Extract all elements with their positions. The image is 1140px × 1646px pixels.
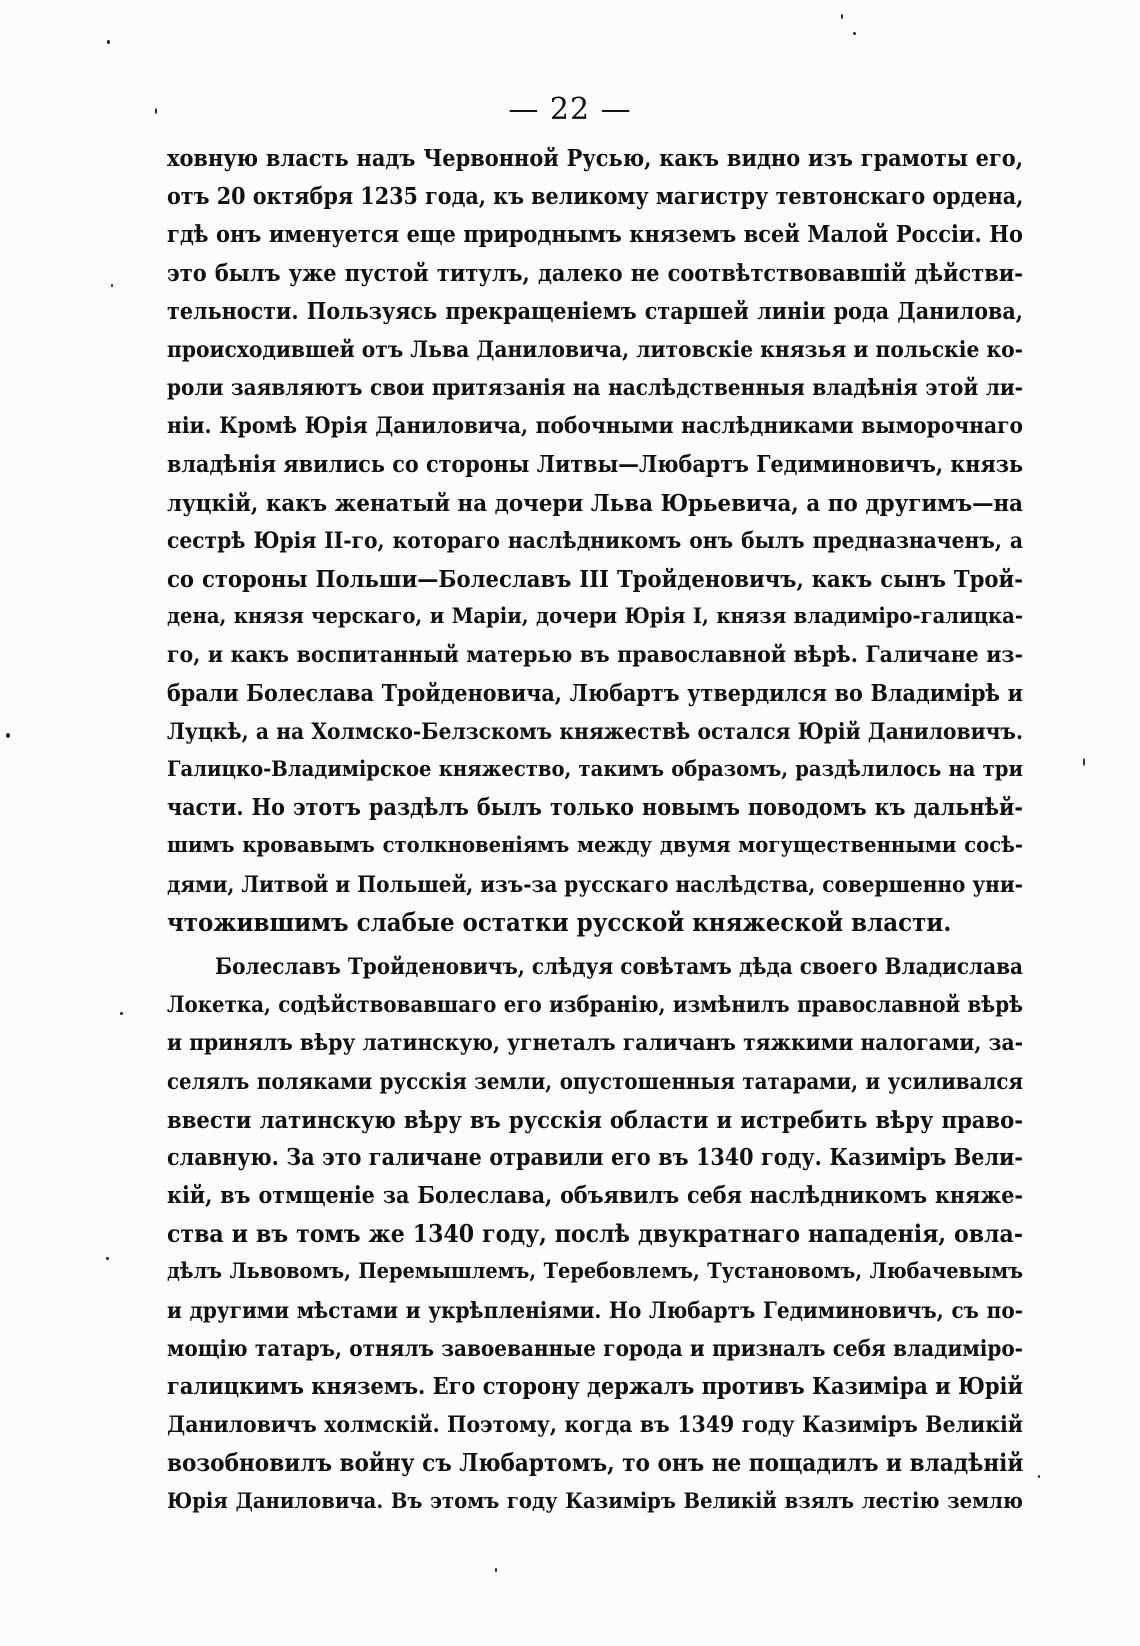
text-line: Юрія Даниловича. Въ этомъ году Казиміръ Великій взялъ лестію землю [167,1488,1023,1514]
text-line: селялъ поляками русскія земли, опустошенныя татарами, и усиливался [167,1068,1023,1095]
scan-speck [841,14,843,19]
scan-speck [155,108,157,114]
text-line: Болеславъ Тройденовичъ, слѣдуя совѣтамъ дѣда своего Владислава [215,953,1023,980]
page-number: — 22 — [508,92,632,127]
text-line: кій, въ отмщеніе за Болеслава, объявилъ себя наслѣдникомъ княже- [167,1182,1023,1210]
text-line: и принялъ вѣру латинскую, угнеталъ галичанъ тяжкими налогами, за- [167,1030,1023,1057]
text-line: дями, Литвой и Польшей, изъ-за русскаго наслѣдства, совершенно уни- [167,871,1023,898]
scan-speck [107,40,110,44]
text-line: владѣнія явились со стороны Литвы—Любартъ Гедиминовичъ, князь [167,450,1023,478]
text-line: гдѣ онъ именуется еще природнымъ княземъ всей Малой Россіи. Но [167,221,1023,249]
scan-speck [6,733,10,738]
text-line: чтожившимъ слабые остатки русской княжеской власти. [167,907,952,938]
text-line: возобновилъ войну съ Любартомъ, то онъ не пощадилъ и владѣній [167,1448,1024,1478]
text-line: дѣлъ Львовомъ, Перемышлемъ, Теребовлемъ, Тустановомъ, Любачевымъ [167,1259,1023,1285]
scan-speck [120,1012,123,1015]
text-line: луцкій, какъ женатый на дочери Льва Юрьевича, а по другимъ—на [167,488,1023,517]
text-line: ніи. Кромѣ Юрія Даниловича, побочными наслѣдниками выморочнаго [167,413,1023,440]
text-line: и другими мѣстами и укрѣпленіями. Но Любартъ Гедиминовичъ, съ по- [167,1297,1023,1324]
text-line: сестрѣ Юрія II-го, котораго наслѣдникомъ онъ былъ предназначенъ, а [167,527,1023,554]
text-line: Луцкѣ, а на Холмско-Белзскомъ княжествѣ остался Юрій Даниловичъ. [167,718,1023,745]
body-text [167,140,1023,1521]
scan-speck [853,32,856,35]
text-line: роли заявляютъ свои притязанія на наслѣдственныя владѣнія этой ли- [167,375,1023,402]
text-line: дена, князя черскаго, и Маріи, дочери Юрія I, князя владиміро-галицка- [167,604,1023,630]
text-line: Даниловичъ холмскій. Поэтому, когда въ 1349 году Казиміръ Великій [167,1412,1023,1439]
text-line: шимъ кровавымъ столкновеніямъ между двумя могущественными сосѣ- [167,833,1023,859]
scan-speck [106,1257,109,1260]
text-line: ховную власть надъ Червонной Русью, какъ видно изъ грамоты его, [167,145,1023,172]
paragraph-1 [167,140,1023,942]
text-line: со стороны Польши—Болеславъ III Тройденовичъ, какъ сынъ Трой- [167,565,1023,594]
scan-speck [111,284,113,287]
text-line: го, и какъ воспитанный матерью въ православной вѣрѣ. Галичане из- [167,642,1023,669]
text-line: славную. За это галичане отравили его въ 1340 году. Казиміръ Вели- [167,1143,1023,1171]
text-line: происходившей отъ Льва Даниловича, литовскіе князья и польскіе ко- [167,336,1023,363]
text-line: Галицко-Владимірское княжество, такимъ образомъ, раздѣлилось на три [167,757,1023,782]
text-line: брали Болеслава Тройденовича, Любартъ утвердился во Владимірѣ и [167,679,1023,707]
text-line: Локетка, содѣйствовавшаго его избранію, измѣнилъ православной вѣрѣ [167,992,1023,1019]
text-line: ввести латинскую вѣру въ русскія области и истребить вѣру право- [167,1105,1023,1134]
text-line: ства и въ томъ же 1340 году, послѣ двукратнаго нападенія, овла- [167,1219,1023,1249]
paragraph-2 [167,948,1023,1521]
scan-speck [495,1568,497,1572]
text-line: это былъ уже пустой титулъ, далеко не соотвѣтствовавшій дѣйстви- [167,259,1023,287]
text-line: отъ 20 октября 1235 года, къ великому магистру тевтонскаго ордена, [167,183,1024,211]
text-line: мощію татаръ, отнялъ завоеванные города и призналъ себя владиміро- [167,1335,1023,1362]
scan-speck [1038,1475,1040,1478]
scan-speck [1083,758,1085,766]
text-line: части. Но этотъ раздѣлъ былъ только новымъ поводомъ къ дальнѣй- [167,794,1023,822]
text-line: галицкимъ княземъ. Его сторону держалъ противъ Казиміра и Юрій [167,1373,1023,1400]
text-line: тельности. Пользуясь прекращеніемъ старшей линіи рода Данилова, [167,297,1023,325]
